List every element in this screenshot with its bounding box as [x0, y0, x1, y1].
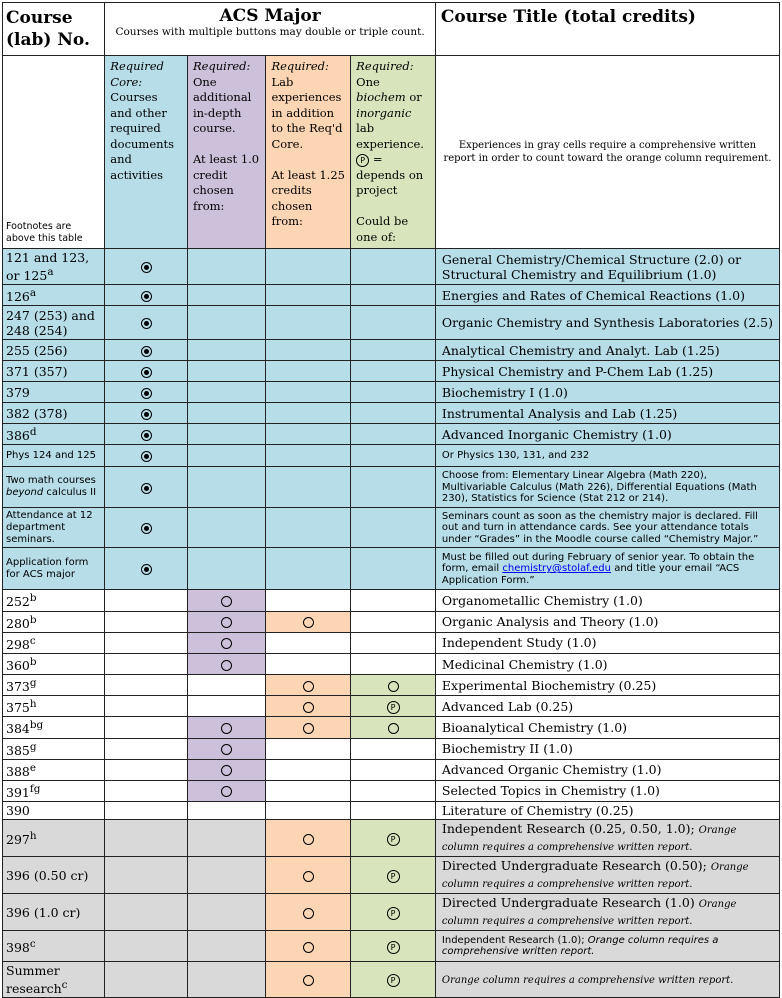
circle-icon: [221, 596, 232, 607]
p-circle-icon: P: [387, 870, 400, 883]
course-title: Advanced Lab (0.25): [435, 696, 779, 717]
course-number: 398$^c$: [3, 931, 105, 962]
p-circle-icon: P: [387, 701, 400, 714]
circle-icon: [221, 617, 232, 628]
course-number: 121 and 123, or 125$^a$: [3, 249, 105, 285]
table-row: [3, 632, 780, 653]
table-row: [3, 445, 780, 467]
required-core-header: Required Core: Courses and other required documents and activities: [105, 56, 188, 249]
circle-icon: [303, 871, 314, 882]
in-depth-header: Required: One additional in-depth course. At least 1.0 credit chosen from:: [187, 56, 266, 249]
table-row: [3, 857, 780, 894]
course-title: Must be filled out during February of senior year. To obtain the form, email chemistry@stolaf.edu and title your email “ACS Application Form.”: [435, 548, 779, 590]
course-number: 396 (1.0 cr): [3, 894, 105, 931]
table-row: [3, 340, 780, 361]
course-number: Attendance at 12 department seminars.: [3, 508, 105, 548]
course-title: Organic Chemistry and Synthesis Laboratories (2.5): [435, 306, 779, 340]
table-row: [3, 717, 780, 738]
course-number: 280$^b$: [3, 611, 105, 632]
course-title: Energies and Rates of Chemical Reactions (1.0): [435, 285, 779, 306]
course-title: Organometallic Chemistry (1.0): [435, 590, 779, 611]
core-bullet-icon: [141, 483, 152, 494]
circle-icon: [221, 723, 232, 734]
table-row: [3, 361, 780, 382]
table-row: [3, 696, 780, 717]
circle-icon: [388, 723, 399, 734]
course-number: $391^{fg}$: [3, 780, 105, 801]
core-bullet-icon: [141, 318, 152, 329]
core-bullet-icon: [141, 367, 152, 378]
lab-experience-header: Required: Lab experiences in addition to the Req'd Core. At least 1.25 credits chosen from:: [266, 56, 351, 249]
table-row: [3, 548, 780, 590]
course-number: Two math courses beyond calculus II: [3, 467, 105, 508]
course-title: Medicinal Chemistry (1.0): [435, 653, 779, 674]
course-title: Bioanalytical Chemistry (1.0): [435, 717, 779, 738]
circle-icon: [221, 660, 232, 671]
course-title: Literature of Chemistry (0.25): [435, 802, 779, 820]
course-number: 386$^d$: [3, 424, 105, 445]
table-row: [3, 306, 780, 340]
core-bullet-icon: [141, 409, 152, 420]
circle-icon: [303, 702, 314, 713]
table-row: [3, 759, 780, 780]
core-bullet-icon: [141, 388, 152, 399]
table-row: [3, 382, 780, 403]
p-circle-icon: P: [387, 941, 400, 954]
table-row: [3, 675, 780, 696]
course-number: 255 (256): [3, 340, 105, 361]
circle-icon: [221, 786, 232, 797]
course-title: Choose from: Elementary Linear Algebra (Math 220), Multivariable Calculus (Math 226), Differential Equations (Math 230), Statistics for Science (Stat 212 or 214).: [435, 467, 779, 508]
course-number: Application form for ACS major: [3, 548, 105, 590]
acs-major-header: [105, 3, 436, 56]
course-number: 247 (253) and 248 (254): [3, 306, 105, 340]
circle-icon: [221, 638, 232, 649]
course-number: 371 (357): [3, 361, 105, 382]
course-number: 396 (0.50 cr): [3, 857, 105, 894]
footnote-note: Footnotes are above this table: [3, 56, 105, 249]
gray-cell-note: Experiences in gray cells require a comprehensive written report in order to count toward the orange column requirement.: [435, 56, 779, 249]
circle-icon: [388, 681, 399, 692]
table-row: [3, 508, 780, 548]
p-circle-icon: P: [387, 907, 400, 920]
course-title-header: Course Title (total credits): [435, 3, 779, 56]
core-bullet-icon: [141, 564, 152, 575]
core-bullet-icon: [141, 451, 152, 462]
course-number: 375$^h$: [3, 696, 105, 717]
course-title: Directed Undergraduate Research (0.50); Orange column requires a comprehensive written report.: [435, 857, 779, 894]
email-link[interactable]: chemistry@stolaf.edu: [502, 563, 611, 575]
circle-icon: [303, 942, 314, 953]
course-title: Or Physics 130, 131, and 232: [435, 445, 779, 467]
course-number: 373$^g$: [3, 675, 105, 696]
circle-icon: [221, 765, 232, 776]
circle-icon: [303, 723, 314, 734]
course-number: 385$^g$: [3, 738, 105, 759]
course-number: 252$^b$: [3, 590, 105, 611]
circle-icon: [221, 744, 232, 755]
course-title: Advanced Organic Chemistry (1.0): [435, 759, 779, 780]
p-circle-icon: P: [387, 833, 400, 846]
acs-major-title: ACS Major: [219, 6, 321, 26]
course-title: Biochemistry I (1.0): [435, 382, 779, 403]
course-number: $384^{bg}$: [3, 717, 105, 738]
circle-icon: [303, 681, 314, 692]
circle-icon: [303, 975, 314, 986]
p-circle-icon: P: [387, 974, 400, 987]
course-number: 382 (378): [3, 403, 105, 424]
course-title: Biochemistry II (1.0): [435, 738, 779, 759]
p-circle-icon: P: [356, 154, 369, 167]
course-number: 360$^b$: [3, 653, 105, 674]
table-row: [3, 403, 780, 424]
course-title: Instrumental Analysis and Lab (1.25): [435, 403, 779, 424]
acs-major-table: [2, 2, 780, 998]
table-row: [3, 611, 780, 632]
table-row: [3, 780, 780, 801]
course-number: 298$^c$: [3, 632, 105, 653]
table-row: [3, 590, 780, 611]
course-title: Advanced Inorganic Chemistry (1.0): [435, 424, 779, 445]
course-number: Phys 124 and 125: [3, 445, 105, 467]
course-title: Experimental Biochemistry (0.25): [435, 675, 779, 696]
course-number: 126$^a$: [3, 285, 105, 306]
table-row: [3, 894, 780, 931]
course-title: Independent Research (0.25, 0.50, 1.0); Orange column requires a comprehensive written report.: [435, 820, 779, 857]
course-title: Organic Analysis and Theory (1.0): [435, 611, 779, 632]
course-title: Orange column requires a comprehensive written report.: [435, 962, 779, 998]
table-row: [3, 931, 780, 962]
biochem-inorganic-header: Required: One biochem or inorganic lab experience. P = depends on project Could be one of:: [351, 56, 436, 249]
course-number-header: Course (lab) No.: [3, 3, 105, 56]
circle-icon: [303, 617, 314, 628]
table-row: [3, 820, 780, 857]
table-row: [3, 962, 780, 998]
course-title: Directed Undergraduate Research (1.0) Orange column requires a comprehensive written report.: [435, 894, 779, 931]
course-title: Independent Research (1.0); Orange column requires a comprehensive written report.: [435, 931, 779, 962]
course-title: Seminars count as soon as the chemistry major is declared. Fill out and turn in attendance cards. See your attendance totals under “Grades” in the Moodle course called “Chemistry Major.”: [435, 508, 779, 548]
course-title: General Chemistry/Chemical Structure (2.0) or Structural Chemistry and Equilibrium (1.0): [435, 249, 779, 285]
table-row: [3, 249, 780, 285]
core-bullet-icon: [141, 291, 152, 302]
table-row: [3, 802, 780, 820]
table-row: [3, 738, 780, 759]
course-title: Physical Chemistry and P-Chem Lab (1.25): [435, 361, 779, 382]
core-bullet-icon: [141, 262, 152, 273]
course-number: 388e: [3, 759, 105, 780]
table-row: [3, 285, 780, 306]
course-number: 390: [3, 802, 105, 820]
course-number: 297$^h$: [3, 820, 105, 857]
acs-major-subtitle: Courses with multiple buttons may double or triple count.: [115, 26, 425, 38]
course-title: Independent Study (1.0): [435, 632, 779, 653]
course-number: Summer research$^c$: [3, 962, 105, 998]
course-number: 379: [3, 382, 105, 403]
course-title: Selected Topics in Chemistry (1.0): [435, 780, 779, 801]
core-bullet-icon: [141, 346, 152, 357]
circle-icon: [303, 908, 314, 919]
table-row: [3, 424, 780, 445]
table-row: [3, 653, 780, 674]
circle-icon: [303, 834, 314, 845]
table-row: [3, 467, 780, 508]
core-bullet-icon: [141, 523, 152, 534]
course-title: Analytical Chemistry and Analyt. Lab (1.25): [435, 340, 779, 361]
core-bullet-icon: [141, 430, 152, 441]
